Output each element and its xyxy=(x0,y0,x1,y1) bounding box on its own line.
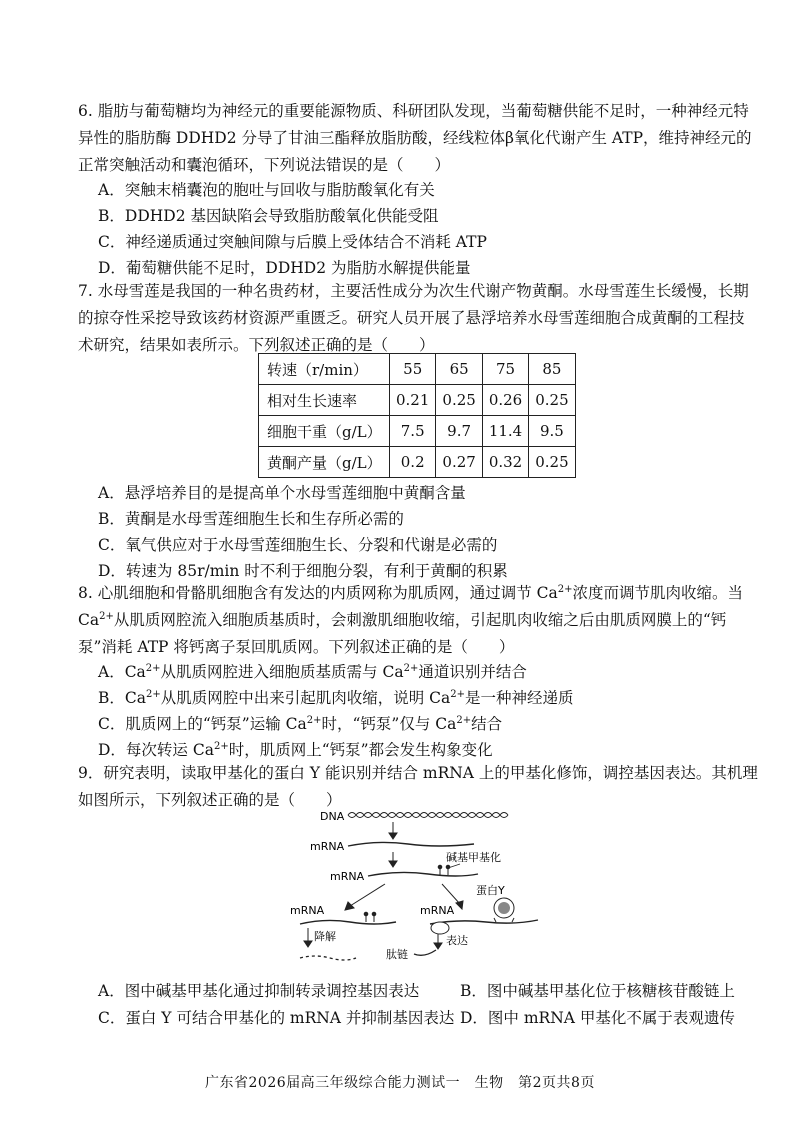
option-text: 时，“钙泵”仅与 Ca xyxy=(321,715,457,733)
methylation-mechanism-diagram xyxy=(290,806,550,976)
mrna-strand-1 xyxy=(348,842,474,846)
question-9-options xyxy=(98,978,758,1032)
question-8 xyxy=(78,580,758,661)
table-cell: 0.21 xyxy=(390,385,436,416)
question-7-option-c: C．氧气供应对于水母雪莲细胞生长、分裂和代谢是必需的 xyxy=(98,536,498,554)
superscript: 2+ xyxy=(145,662,161,674)
stem-text: 8. 心肌细胞和骨骼肌细胞含有发达的内质网称为肌质网，通过调节 Ca xyxy=(78,584,558,602)
question-8-stem xyxy=(78,580,758,661)
methyl-mark xyxy=(438,864,460,875)
superscript: 2+ xyxy=(557,583,573,595)
table-cell: 9.5 xyxy=(529,416,575,447)
table-row-label: 相对生长速率 xyxy=(259,385,390,416)
question-7 xyxy=(78,278,758,359)
table-row-label: 转速（r/min） xyxy=(259,354,390,385)
table-row-label: 细胞干重（g/L） xyxy=(259,416,390,447)
methyl-mark xyxy=(364,912,376,922)
table-cell: 0.27 xyxy=(436,447,482,478)
question-7-options xyxy=(78,480,758,584)
option-text: 从肌质网腔进入细胞质基质需与 Ca xyxy=(160,663,404,681)
option-text: D．每次转运 Ca xyxy=(98,741,214,759)
question-8-option-b xyxy=(78,685,758,711)
table-row xyxy=(259,385,576,416)
question-9-option-b: B．图中碱基甲基化位于核糖核苷酸链上 xyxy=(460,982,735,1000)
table-cell: 55 xyxy=(390,354,436,385)
option-text: A．Ca xyxy=(98,663,146,681)
table-cell: 65 xyxy=(436,354,482,385)
option-text: 从肌质网腔中出来引起肌肉收缩，说明 Ca xyxy=(160,689,451,707)
rotation-speed-table xyxy=(258,353,576,478)
mrna-label-1: mRNA xyxy=(310,840,345,853)
question-9-option-a: A．图中碱基甲基化通过抑制转录调控基因表达 xyxy=(98,982,420,1000)
question-7-option-a: A．悬浮培养目的是提高单个水母雪莲细胞中黄酮含量 xyxy=(98,484,466,502)
table-row xyxy=(259,354,576,385)
question-6-option-a: A．突触末梢囊泡的胞吐与回收与脂肪酸氧化有关 xyxy=(98,181,435,199)
table-cell: 0.25 xyxy=(436,385,482,416)
table-cell: 75 xyxy=(482,354,528,385)
question-8-option-a xyxy=(78,659,758,685)
table-cell: 9.7 xyxy=(436,416,482,447)
mrna-strand-3 xyxy=(300,920,396,924)
peptide-chain xyxy=(414,950,436,955)
table-row xyxy=(259,416,576,447)
table-cell: 0.26 xyxy=(482,385,528,416)
question-7-option-d: D．转速为 85r/min 时不利于细胞分裂，有利于黄酮的积累 xyxy=(98,562,508,580)
peptide-label: 肽链 xyxy=(386,948,408,961)
dna-label: DNA xyxy=(320,810,345,823)
degrade-label: 降解 xyxy=(314,930,336,943)
mrna-strand-2 xyxy=(368,872,478,876)
question-8-options xyxy=(78,659,758,763)
stem-text: 浓度而调节肌肉收缩。当Ca xyxy=(78,584,744,629)
option-text: 通道识别并结合 xyxy=(418,663,527,681)
transcription-arrow xyxy=(389,822,397,839)
table-cell: 0.25 xyxy=(529,385,575,416)
question-9-stem: 9．研究表明，读取甲基化的蛋白 Y 能识别并结合 mRNA 上的甲基化修饰，调控基因表达。其机理如图所示，下列叙述正确的是（ ） xyxy=(78,764,758,809)
question-8-option-c xyxy=(78,711,758,737)
question-7-option-b: B．黄酮是水母雪莲细胞生长和生存所必需的 xyxy=(98,510,404,528)
question-6-option-b: B．DDHD2 基因缺陷会导致脂肪酸氧化供能受阻 xyxy=(98,207,439,225)
question-7-stem: 7. 水母雪莲是我国的一种名贵药材，主要活性成分为次生代谢产物黄酮。水母雪莲生长缓慢，长期的掠夺性采挖导致该药材资源严重匮乏。研究人员开展了悬浮培养水母雪莲细胞合成黄酮的工程技术研究，结果如表所示。下列叙述正确的是（ ） xyxy=(78,282,749,354)
protein-y-label: 蛋白Y xyxy=(476,884,505,897)
superscript: 2+ xyxy=(99,610,114,622)
option-text: B．Ca xyxy=(98,689,146,707)
option-text: C．肌质网上的“钙泵”运输 Ca xyxy=(98,715,307,733)
mrna-label-4: mRNA xyxy=(420,904,455,917)
processing-arrow xyxy=(389,852,397,867)
degraded-mrna xyxy=(300,956,356,960)
dna-helix xyxy=(348,813,508,818)
superscript: 2+ xyxy=(146,688,161,700)
option-text: 时，肌质网上“钙泵”都会发生构象变化 xyxy=(228,741,493,759)
methylation-label: 碱基甲基化 xyxy=(446,851,501,864)
question-6-options xyxy=(78,177,758,281)
table-cell: 11.4 xyxy=(482,416,528,447)
superscript: 2+ xyxy=(450,688,466,700)
ribosome xyxy=(431,922,449,934)
options-row xyxy=(98,1005,758,1032)
mrna-label-3: mRNA xyxy=(290,904,325,917)
table-cell: 7.5 xyxy=(390,416,436,447)
question-9-option-d: D．图中 mRNA 甲基化不属于表观遗传 xyxy=(460,1009,735,1027)
question-9-option-c: C．蛋白 Y 可结合甲基化的 mRNA 并抑制基因表达 xyxy=(98,1009,455,1027)
table-cell: 0.32 xyxy=(482,447,528,478)
superscript: 2+ xyxy=(403,662,419,674)
superscript: 2+ xyxy=(456,714,472,726)
option-text: 结合 xyxy=(471,715,503,733)
question-6-option-c: C．神经递质通过突触间隙与后膜上受体结合不消耗 ATP xyxy=(98,233,487,251)
stem-text: 从肌质网腔流入细胞质基质时，会刺激肌细胞收缩，引起肌肉收缩之后由肌质网膜上的“钙泵”消耗 ATP 将钙离子泵回肌质网。下列叙述正确的是（ ） xyxy=(78,611,727,656)
table-row xyxy=(259,447,576,478)
page-footer: 广东省2026届高三年级综合能力测试一 生物 第2页共8页 xyxy=(205,1075,595,1091)
express-label: 表达 xyxy=(446,934,468,947)
superscript: 2+ xyxy=(213,740,229,752)
table-cell: 85 xyxy=(529,354,575,385)
question-6-option-d: D．葡萄糖供能不足时，DDHD2 为脂肪水解提供能量 xyxy=(98,259,471,277)
option-text: 是一种神经递质 xyxy=(465,689,574,707)
express-arrow xyxy=(434,934,442,949)
table-row-label: 黄酮产量（g/L） xyxy=(259,447,390,478)
table-cell: 0.25 xyxy=(529,447,575,478)
table-cell: 0.2 xyxy=(390,447,436,478)
mrna-label-2: mRNA xyxy=(330,870,365,883)
question-6-stem: 6. 脂肪与葡萄糖均为神经元的重要能源物质、科研团队发现，当葡萄糖供能不足时，一种神经元特异性的脂肪酶 DDHD2 分导了甘油三酯释放脂肪酸，经线粒体β氧化代谢产生 ATP，维持神经元的正常突触活动和囊泡循环，下列说法错误的是（ ） xyxy=(78,102,752,174)
superscript: 2+ xyxy=(306,714,322,726)
options-row xyxy=(98,978,758,1005)
protein-y-shape xyxy=(494,898,514,922)
degrade-arrow xyxy=(304,928,312,947)
question-6 xyxy=(78,98,758,179)
